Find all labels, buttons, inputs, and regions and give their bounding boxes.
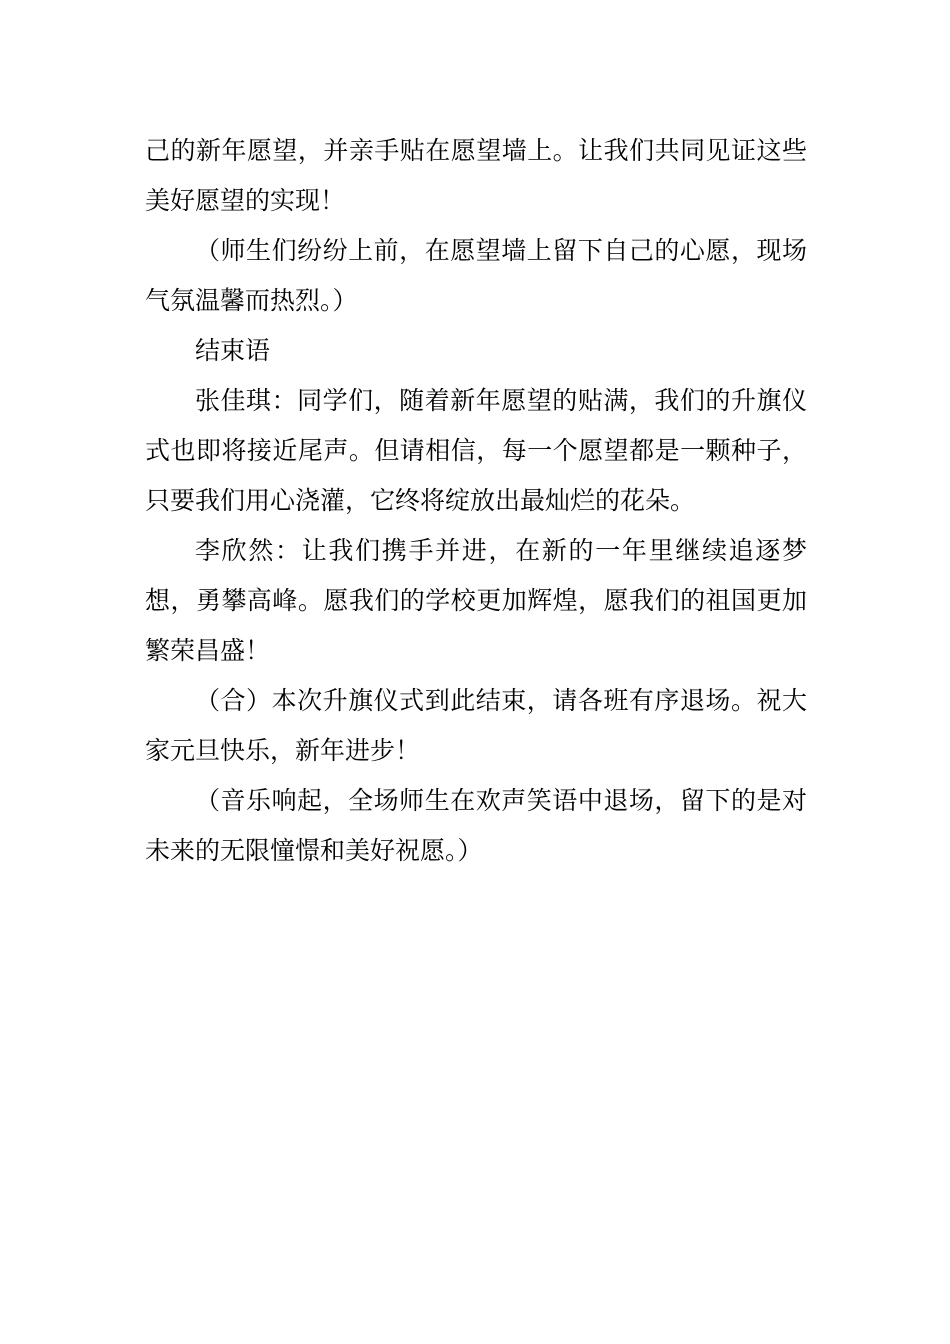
- document-body: [145, 126, 807, 876]
- paragraph-stage-direction: （师生们纷纷上前，在愿望墙上留下自己的心愿，现场气氛温馨而热烈。）: [145, 236, 807, 315]
- paragraph-closing-direction: （音乐响起，全场师生在欢声笑语中退场，留下的是对未来的无限憧憬和美好祝愿。）: [145, 786, 807, 865]
- paragraph-speaker-li: 李欣然：让我们携手并进，在新的一年里继续追逐梦想，勇攀高峰。愿我们的学校更加辉煌，愿我们的祖国更加繁荣昌盛！: [145, 536, 807, 665]
- paragraph-together: （合）本次升旗仪式到此结束，请各班有序退场。祝大家元旦快乐，新年进步！: [145, 686, 807, 765]
- section-heading: 结束语: [195, 336, 271, 365]
- paragraph-speaker-zhang: 张佳琪：同学们，随着新年愿望的贴满，我们的升旗仪式也即将接近尾声。但请相信，每一个愿望都是一颗种子，只要我们用心浇灌，它终将绽放出最灿烂的花朵。: [145, 386, 807, 515]
- paragraph-continued: 己的新年愿望，并亲手贴在愿望墙上。让我们共同见证这些美好愿望的实现！: [145, 136, 807, 215]
